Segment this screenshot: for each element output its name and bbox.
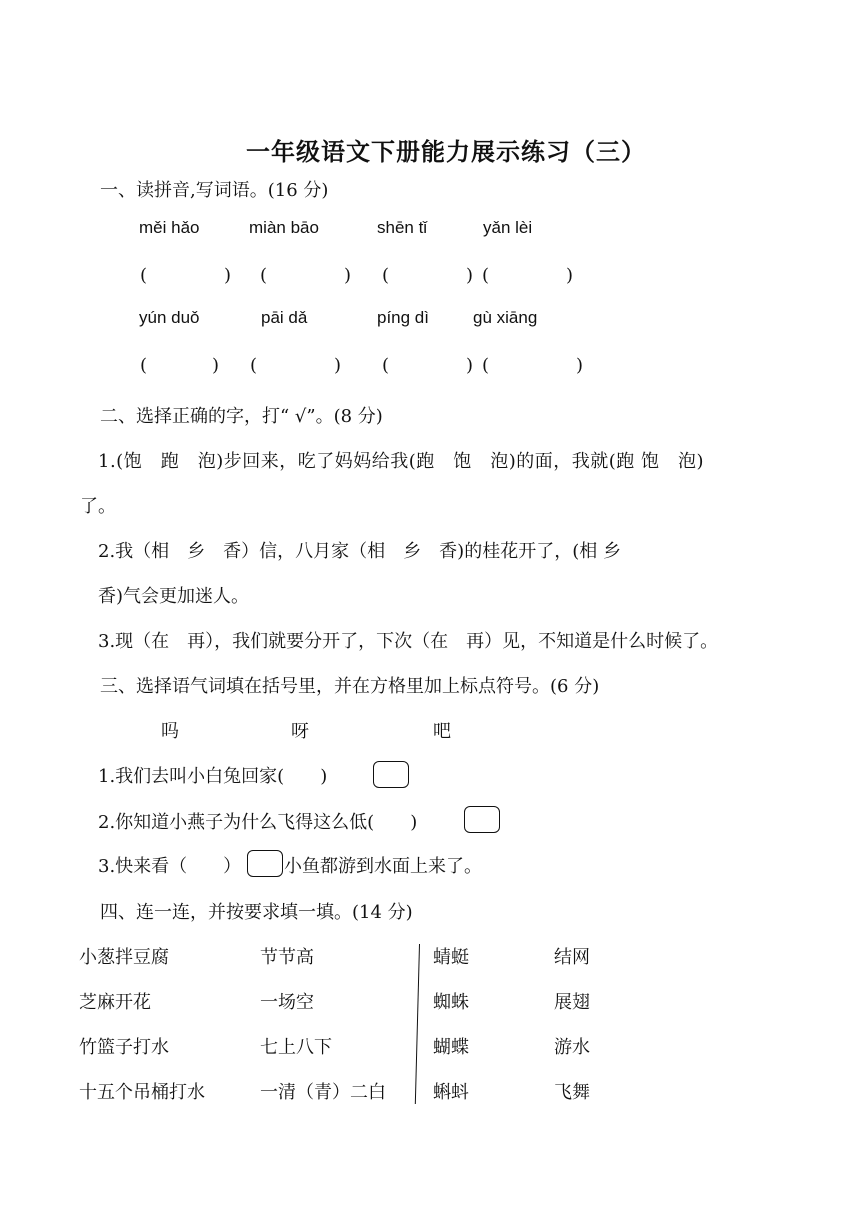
answer-paren-open: ( <box>250 355 258 376</box>
match-left-b: 节节高 <box>260 947 314 968</box>
question-3-3-b: 小鱼都游到水面上来了。 <box>284 856 482 877</box>
match-left-b: 一场空 <box>260 992 314 1013</box>
answer-paren-close: ) <box>576 355 584 376</box>
answer-paren-open: ( <box>382 265 390 286</box>
match-right-b: 结网 <box>554 947 590 968</box>
match-left-b: 七上八下 <box>260 1037 332 1058</box>
match-left-a: 芝麻开花 <box>79 992 151 1013</box>
question-3-3-a: 3.快来看（ ） <box>98 856 242 877</box>
answer-paren-open: ( <box>482 355 490 376</box>
pinyin-5: yún duǒ <box>139 308 200 327</box>
match-left-a: 竹篮子打水 <box>79 1037 169 1058</box>
match-right-b: 游水 <box>554 1037 590 1058</box>
match-right-b: 飞舞 <box>554 1082 590 1103</box>
match-right-a: 蜘蛛 <box>433 992 469 1013</box>
answer-paren-open: ( <box>482 265 490 286</box>
question-2-2-cont: 香)气会更加迷人。 <box>98 586 250 607</box>
section-1-heading: 一、读拼音,写词语。(16 分) <box>100 180 329 201</box>
pinyin-1: měi hǎo <box>139 218 200 237</box>
pinyin-4: yǎn lèi <box>483 218 533 237</box>
question-3-2: 2.你知道小燕子为什么飞得这么低( ) <box>98 812 418 833</box>
answer-paren-open: ( <box>140 355 148 376</box>
pinyin-3: shēn tǐ <box>377 218 428 237</box>
answer-paren-open: ( <box>140 265 148 286</box>
answer-paren-close: ) <box>466 265 474 286</box>
match-left-b: 一清（青）二白 <box>260 1082 386 1103</box>
match-left-a: 小葱拌豆腐 <box>79 947 169 968</box>
question-3-1: 1.我们去叫小白兔回家( ) <box>98 766 328 787</box>
answer-paren-close: ) <box>334 355 342 376</box>
answer-paren-close: ) <box>466 355 474 376</box>
page-title: 一年级语文下册能力展示练习（三） <box>246 137 646 166</box>
column-divider <box>415 944 420 1104</box>
pinyin-8: gù xiāng <box>473 308 538 327</box>
pinyin-2: miàn bāo <box>249 218 319 237</box>
answer-paren-close: ) <box>344 265 352 286</box>
answer-paren-open: ( <box>382 355 390 376</box>
modal-word-ma: 吗 <box>161 721 179 742</box>
answer-paren-close: ) <box>566 265 574 286</box>
answer-paren-close: ) <box>224 265 232 286</box>
match-right-a: 蝴蝶 <box>433 1037 469 1058</box>
pinyin-6: pāi dǎ <box>261 308 308 327</box>
section-4-heading: 四、连一连，并按要求填一填。(14 分) <box>100 902 413 923</box>
match-left-a: 十五个吊桶打水 <box>79 1082 205 1103</box>
question-2-3: 3.现（在 再），我们就要分开了，下次（在 再）见，不知道是什么时候了。 <box>98 631 719 652</box>
section-2-heading: 二、选择正确的字，打“ √”。(8 分) <box>100 406 383 427</box>
match-right-a: 蜻蜓 <box>433 947 469 968</box>
modal-word-ya: 呀 <box>291 721 309 742</box>
punctuation-box[interactable] <box>373 761 409 788</box>
match-right-b: 展翅 <box>554 992 590 1013</box>
question-2-1: 1.(饱 跑 泡)步回来，吃了妈妈给我(跑 饱 泡)的面，我就(跑 饱 泡) <box>98 451 705 472</box>
punctuation-box[interactable] <box>464 806 500 833</box>
match-right-a: 蝌蚪 <box>433 1082 469 1103</box>
punctuation-box[interactable] <box>247 850 283 877</box>
answer-paren-open: ( <box>260 265 268 286</box>
pinyin-7: píng dì <box>377 308 429 327</box>
answer-paren-close: ) <box>212 355 220 376</box>
question-2-2: 2.我（相 乡 香）信，八月家（相 乡 香)的桂花开了，(相 乡 <box>98 541 621 562</box>
modal-word-ba: 吧 <box>433 721 451 742</box>
question-2-1-cont: 了。 <box>80 496 116 517</box>
section-3-heading: 三、选择语气词填在括号里，并在方格里加上标点符号。(6 分) <box>100 676 600 697</box>
